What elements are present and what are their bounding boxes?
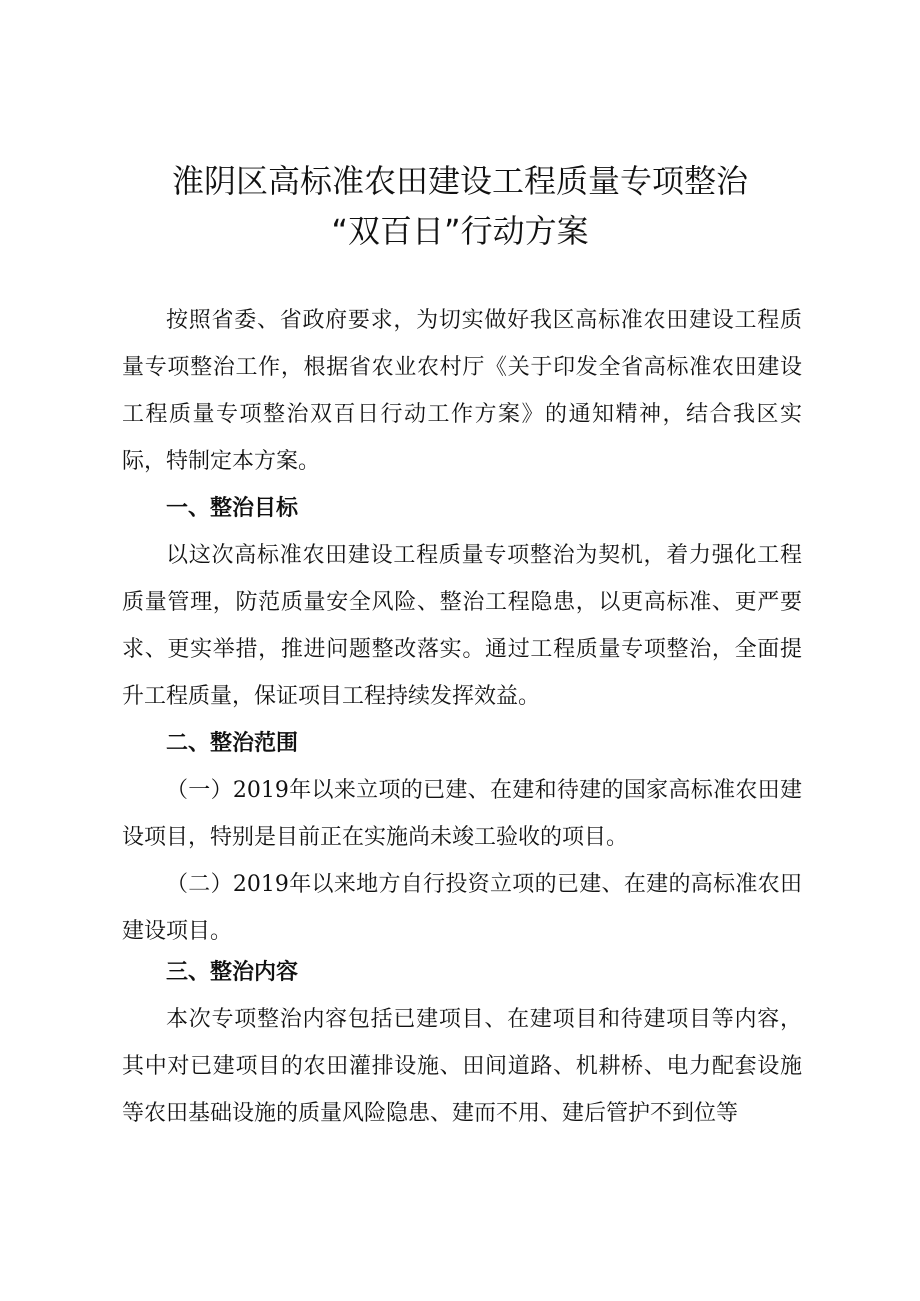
goals-paragraph: 以这次高标准农田建设工程质量专项整治为契机，着力强化工程质量管理，防范质量安全风险、整治工程隐患，以更高标准、更严要求、更实举措，推进问题整改落实。通过工程质量专项整治，全面提升工程质量，保证项目工程持续发挥效益。 (122, 543, 802, 709)
scope-paragraph-2: （二）2019年以来地方自行投资立项的已建、在建的高标准农田建设项目。 (122, 872, 802, 944)
document-title-line-1: 淮阴区高标准农田建设工程质量专项整治 (171, 162, 748, 200)
document-title-line-2: “双百日”行动方案 (331, 212, 589, 250)
section-heading-content: 三、整治内容 (166, 960, 299, 985)
intro-paragraph: 按照省委、省政府要求，为切实做好我区高标准农田建设工程质量专项整治工作，根据省农业农村厅《关于印发全省高标准农田建设工程质量专项整治双百日行动工作方案》的通知精神，结合我区实际，特制定本方案。 (122, 308, 802, 474)
scope-paragraph-1: （一）2019年以来立项的已建、在建和待建的国家高标准农田建设项目，特别是目前正在实施尚未竣工验收的项目。 (122, 778, 802, 850)
section-heading-goals: 一、整治目标 (166, 496, 299, 521)
content-paragraph: 本次专项整治内容包括已建项目、在建项目和待建项目等内容，其中对已建项目的农田灌排设施、田间道路、机耕桥、电力配套设施等农田基础设施的质量风险隐患、建而不用、建后管护不到位等 (122, 1007, 802, 1126)
section-heading-scope: 二、整治范围 (166, 731, 299, 756)
